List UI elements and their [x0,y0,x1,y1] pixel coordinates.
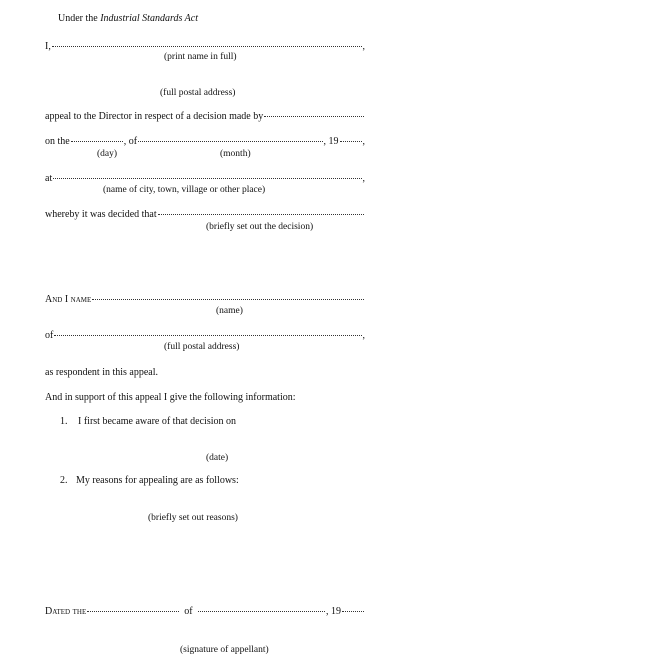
item-1-number: 1. [60,416,68,427]
item-1 [60,415,380,428]
respondent-address-start: of [45,330,54,341]
reasons-line-2 [45,535,365,548]
caption-postal-address-2: (full postal address) [164,342,240,352]
place-line-end: , [362,173,365,184]
date-line-start: on the [45,136,70,147]
reasons-line-3 [45,558,365,571]
respondent-name-line [45,293,365,306]
caption-name: (name) [216,306,243,316]
caption-month: (month) [220,149,251,159]
name-line-end: , [362,41,365,52]
item-2 [60,474,380,487]
dated-line [45,605,365,618]
dated-month-blank[interactable] [198,610,325,612]
caption-date: (date) [206,453,229,463]
month-blank[interactable] [138,140,322,142]
caption-signature: (signature of appellant) [180,645,269,655]
name-blank[interactable] [52,45,362,47]
place-blank[interactable] [53,177,361,179]
dated-line-year: , 19 [326,606,341,617]
dated-year-blank[interactable] [342,610,364,612]
reasons-line-4 [45,581,365,594]
respondent-address-end: , [362,330,365,341]
dated-line-of: of [184,606,193,617]
year-blank[interactable] [340,140,362,142]
decision-line-2 [45,244,365,257]
decision-blank[interactable] [158,213,364,215]
date-line-year: , 19 [323,136,339,147]
caption-decision: (briefly set out the decision) [206,222,314,232]
dated-day-blank[interactable] [87,610,179,612]
decision-maker-blank[interactable] [264,115,364,117]
respondent-address-blank[interactable] [54,334,361,336]
caption-day: (day) [97,149,118,159]
caption-place: (name of city, town, village or other place) [103,185,266,195]
date-line-end: , [362,136,365,147]
header-act: Industrial Standards Act [100,13,199,24]
date-line [45,135,365,148]
and-i-name-text: And I name [45,294,92,305]
respondent-statement: as respondent in this appeal. [45,367,159,378]
caption-postal-address-1: (full postal address) [160,88,236,98]
form-header [58,12,378,25]
dated-line-start: Dated the [45,606,87,617]
postal-address-line-1 [45,74,365,87]
reasons-line-1 [45,499,365,512]
name-line-start: I, [45,41,51,52]
appeal-line [45,110,365,123]
whereby-line [45,208,365,221]
caption-reasons: (briefly set out reasons) [148,513,238,523]
respondent-name-blank[interactable] [92,298,364,300]
support-statement: And in support of this appeal I give the following information: [45,392,296,403]
place-line-start: at [45,173,53,184]
item-2-text: My reasons for appealing are as follows: [76,475,239,486]
decision-line-3 [45,267,365,280]
item-1-text: I first became aware of that decision on [78,416,236,427]
caption-print-name: (print name in full) [164,52,237,62]
day-blank[interactable] [71,140,123,142]
date-line-of: , of [123,136,138,147]
appeal-text: appeal to the Director in respect of a decision made by [45,111,264,122]
item-2-number: 2. [60,475,68,486]
header-prefix: Under the [58,13,98,24]
whereby-text: whereby it was decided that [45,209,157,220]
